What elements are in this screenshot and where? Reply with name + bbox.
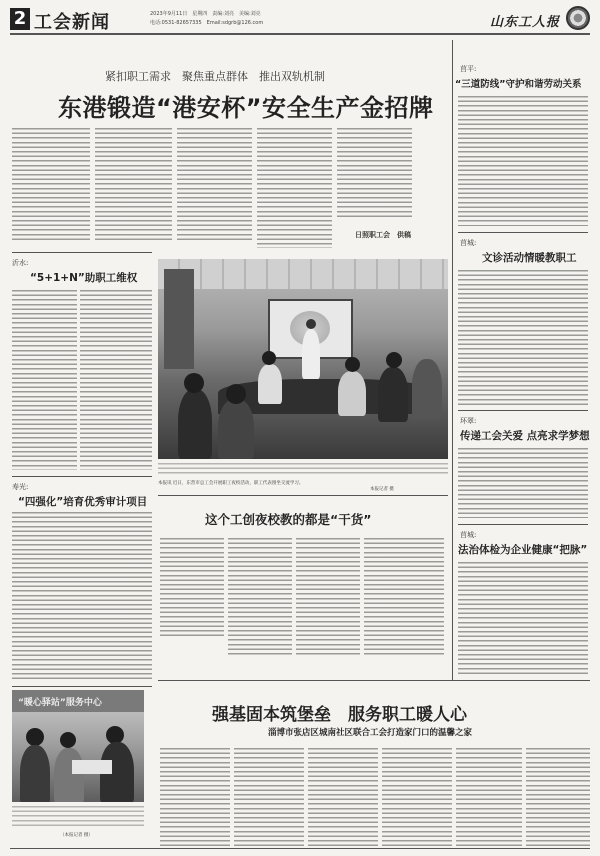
right-item1-text [458,96,588,226]
small-photo-head-2 [60,732,76,748]
mid-text-col-4 [364,538,444,656]
bottom-text-col-2 [234,748,304,848]
photo-caption-lines [158,463,448,477]
mid-text-col-2 [228,538,292,656]
photo-speaker-head [306,319,316,329]
right-item2-text [458,270,588,405]
photo-caption: 本报讯 近日，东营市总工会开展职工夜校活动，职工代表围坐交流学习。 [158,481,304,486]
photo-head-2 [226,384,246,404]
brief2-text [12,512,152,682]
right-item4-headline: 法治体检为企业健康“把脉” [458,544,588,556]
photo-person-6 [412,359,442,419]
right-divider-2 [458,410,588,411]
photo-person-5 [378,367,408,422]
left-divider-2 [12,476,152,477]
masthead: 山东工人报 [489,15,560,30]
lead-headline: 东港锻造“港安杯”安全生产金招牌 [58,94,434,122]
lead-kicker: 紧扣职工需求 聚焦重点群体 推出双轨机制 [105,70,325,83]
mid-top-rule [158,495,448,496]
photo-person-3 [258,364,282,404]
right-item3-place: 环翠: [460,417,477,425]
lead-text-col-2 [177,128,252,240]
bottom-top-rule [158,680,590,681]
brief2-place: 寿光: [12,483,29,491]
small-photo-gift-box [72,760,112,774]
bottom-text-col-3 [308,748,378,848]
section-title: 工会新闻 [34,12,110,33]
photo-ceiling [158,259,448,289]
bottom-text-col-5 [456,748,522,848]
brief1-text-col-2 [80,290,152,470]
lead-text-col-3 [257,128,332,248]
small-photo-caption-lines [12,806,144,826]
bottom-headline: 强基固本筑堡垒 服务职工暖人心 [212,705,467,725]
photo-person-2 [218,399,254,459]
lead-text-col-4 [337,128,412,220]
small-photo-head-1 [26,728,44,746]
small-photo-caption: （本报记者 摄） [60,833,93,838]
header-rule [10,33,590,35]
photo-head-4 [345,357,360,372]
small-photo-person-2 [54,748,84,802]
right-column-rule [452,40,453,680]
bottom-text-col-4 [382,748,452,848]
bottom-subheadline: 淄博市张店区城南社区联合工会打造家门口的温馨之家 [268,728,473,738]
footer-rule [10,848,590,849]
left-text-top [12,128,90,240]
contact-line: 电话:0531-82657335 Email:sdgrb@126.com [150,20,264,26]
photo-head-5 [386,352,402,368]
small-photo [12,690,144,802]
mid-text-col-1 [160,538,224,638]
right-divider-1 [458,232,588,233]
right-item2-headline: 文诊活动情暖教职工 [482,252,577,264]
brief1-place: 沂水: [12,259,29,267]
photo-head-1 [184,373,204,393]
right-item4-place: 莒城: [460,531,477,539]
photo-speaker [302,329,320,379]
mid-text-col-3 [296,538,360,656]
lead-byline: 日照职工会 供稿 [355,231,411,239]
photo-person-1 [178,389,212,459]
main-photo [158,259,448,459]
right-item1-place: 莒平: [460,65,477,73]
brief1-text-col-1 [12,290,77,470]
right-divider-3 [458,524,588,525]
photo-banner [164,269,194,369]
right-item4-text [458,562,588,676]
right-item1-headline: “三道防线”守护和谐劳动关系 [455,79,582,90]
right-item2-place: 莒城: [460,239,477,247]
brief2-headline: “四强化”培育优秀审计项目 [18,496,148,508]
newspaper-emblem-icon [566,6,590,30]
photo-credit: 本报记者 摄 [370,487,394,492]
photo-head-3 [262,351,276,365]
photo-person-4 [338,371,366,416]
left-divider-3 [12,686,152,687]
small-photo-sign: “暖心驿站”服务中心 [12,690,144,712]
lead-text-col-1 [95,128,172,240]
page-number: 2 [10,8,30,30]
bottom-text-col-6 [526,748,590,848]
right-item3-headline: 传递工会关爱 点亮求学梦想 [460,430,590,442]
bottom-text-col-1 [160,748,230,848]
mid-headline: 这个工创夜校教的都是“干货” [205,512,372,527]
small-photo-person-1 [20,745,50,802]
date-line: 2023年9月11日 星期四 责编:刘亮 美编:刘亮 [150,11,261,17]
brief1-headline: “5+1+N”助职工维权 [30,272,138,284]
left-divider-1 [12,252,152,253]
right-item3-text [458,448,588,518]
